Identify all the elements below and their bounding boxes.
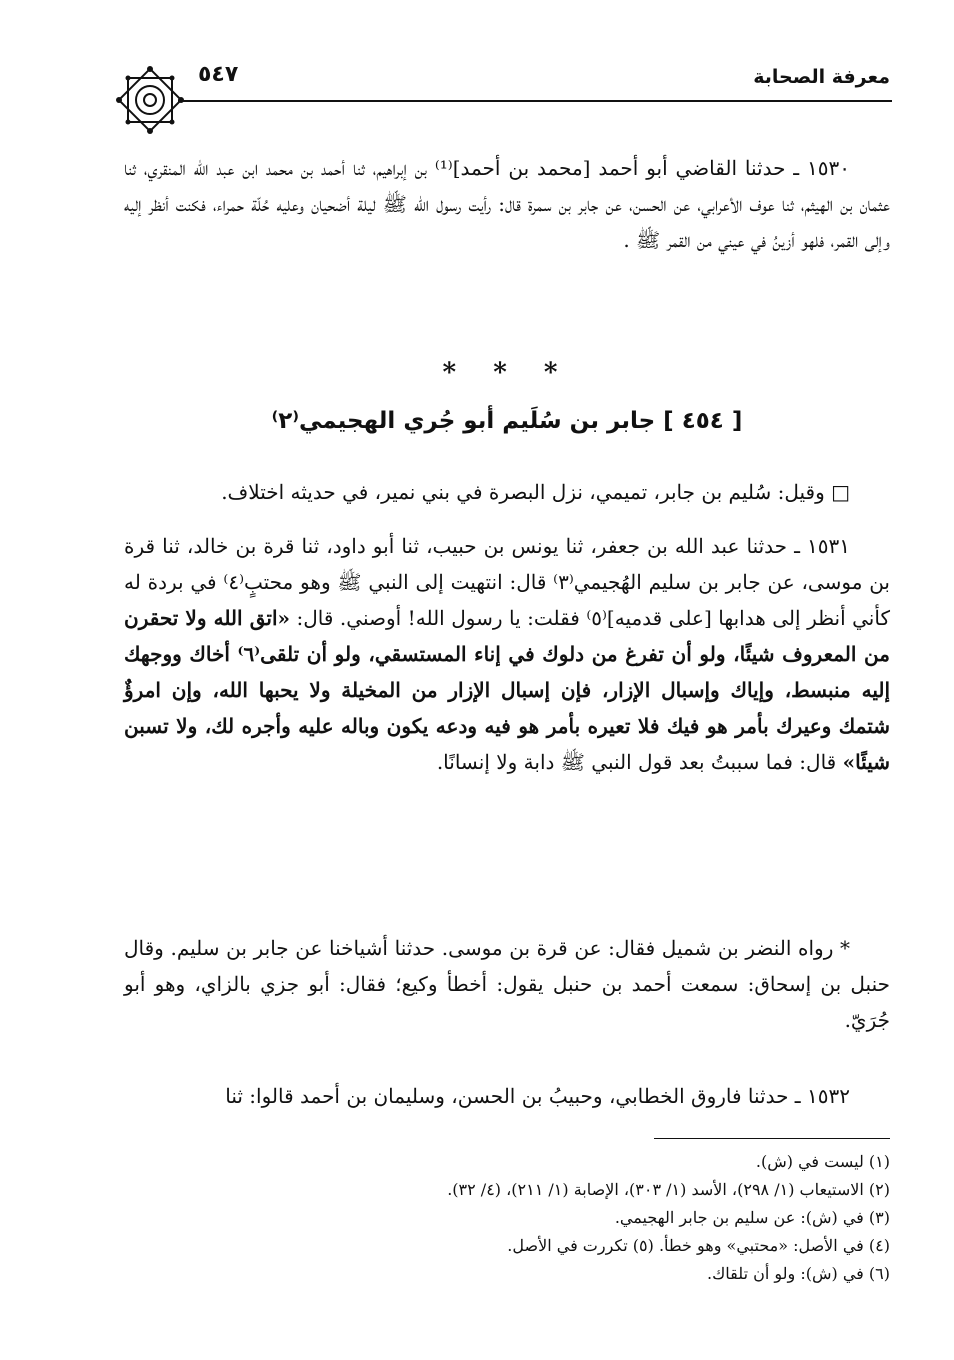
hadith-1531-isnad: ١٥٣١ ـ حدثنا عبد الله بن جعفر، ثنا يونس بن حبيب، ثنا أبو داود، ثنا قرة بن خالد، ثنا قرة بن موسى، عن جابر بن سليم الهُجيمي⁽٣⁾ قال: انتهيت إلى النبي ﷺ وهو محتبٍ⁽٤⁾ في بردة له كأني أنظر إلى هدابها [على قدميه]⁽٥⁾ فقلت: يا رسول الله! أوصني. قال: (124, 534, 890, 630)
entry-intro: □ وقيل: سُليم بن جابر، تميمي، نزل البصرة في بني نمير، في حديثه اختلاف. (221, 480, 850, 504)
separator-stars: * * * (442, 358, 572, 388)
footnote-1: (١) ليست في (ش). (755, 1152, 890, 1171)
entry-title: [ ٤٥٤ ] جابر بن سُلَيم أبو جُري الهجيمي⁽٢⁾ (271, 408, 743, 434)
hadith-1532: ١٥٣٢ ـ حدثنا فاروق الخطابي، وحبيبُ بن الحسن، وسليمان بن أحمد قالوا: ثنا (225, 1084, 850, 1108)
running-header-title: معرفة الصحابة (753, 66, 890, 88)
hadith-1531-matn: «اتق الله ولا تحقرن من المعروف شيئًا، ولو أن تفرغ من دلوك في إناء المستسقي، ولو أن تلقى⁽٦⁾ أخاك ووجهك إليه منبسط، وإياك وإسبال الإزار، فإن إسبال الإزار من المخيلة ولا يحبها الله، وإن امرؤٌ شتمك وعيرك بأمر هو فيك فلا تعيره بأمر هو فيه ودعه يكون وباله عليه وأجره لك، ولا تسبن شيئًا» (124, 606, 891, 774)
footnotes (124, 1148, 890, 1288)
footnote-rule (654, 1138, 890, 1139)
ornament-icon (112, 62, 188, 138)
hadith-1531 (124, 528, 890, 780)
footnote-6: (٦) في (ش): ولو أن تلقاك. (707, 1264, 890, 1283)
hadith-1530: ١٥٣٠ ـ حدثنا القاضي أبو أحمد [محمد بن أحمد]⁽¹⁾ بن إبراهيم، ثنا أحمد بن محمد ابن عبد الله المنقري، ثنا عثمان بن الهيثم، ثنا عوف الأعرابي، عن الحسن، عن جابر بن سمرة قال: رأيت رسول الله ﷺ ليلة أضحيان وعليه حُلّة حمراء، فكنت أنظر إليه وإلى القمر، فلهو أزينُ في عيني من القمر ﷺ . (124, 156, 890, 252)
footnote-2: (٢) الاستيعاب (١/ ٢٩٨)، الأسد (١/ ٣٠٣)، الإصابة (١/ ٢١١)، (٤/ ٣٢). (447, 1180, 890, 1199)
hadith-1531-end: قال: فما سببتُ بعد قول النبي ﷺ دابة ولا إنسانًا. (436, 750, 843, 774)
section-separator (124, 358, 890, 388)
page-number: ٥٤٧ (198, 62, 239, 87)
header-rule (178, 100, 892, 102)
footnote-4-5: (٤) في الأصل: «محتبي» وهو خطأ. (٥) تكررت في الأصل. (507, 1236, 890, 1255)
narration-note: * رواه النضر بن شميل فقال: عن قرة بن موسى. حدثنا أشياخنا عن جابر بن سليم. وقال حنبل بن إسحاق: سمعت أحمد بن حنبل يقول: أخطأ وكيع؛ فقال: أبو جزي بالزاي، وهو أبو جُرَيّ. (124, 936, 890, 1032)
footnote-3: (٣) في (ش): عن سليم بن جابر الهجيمي. (614, 1208, 890, 1227)
